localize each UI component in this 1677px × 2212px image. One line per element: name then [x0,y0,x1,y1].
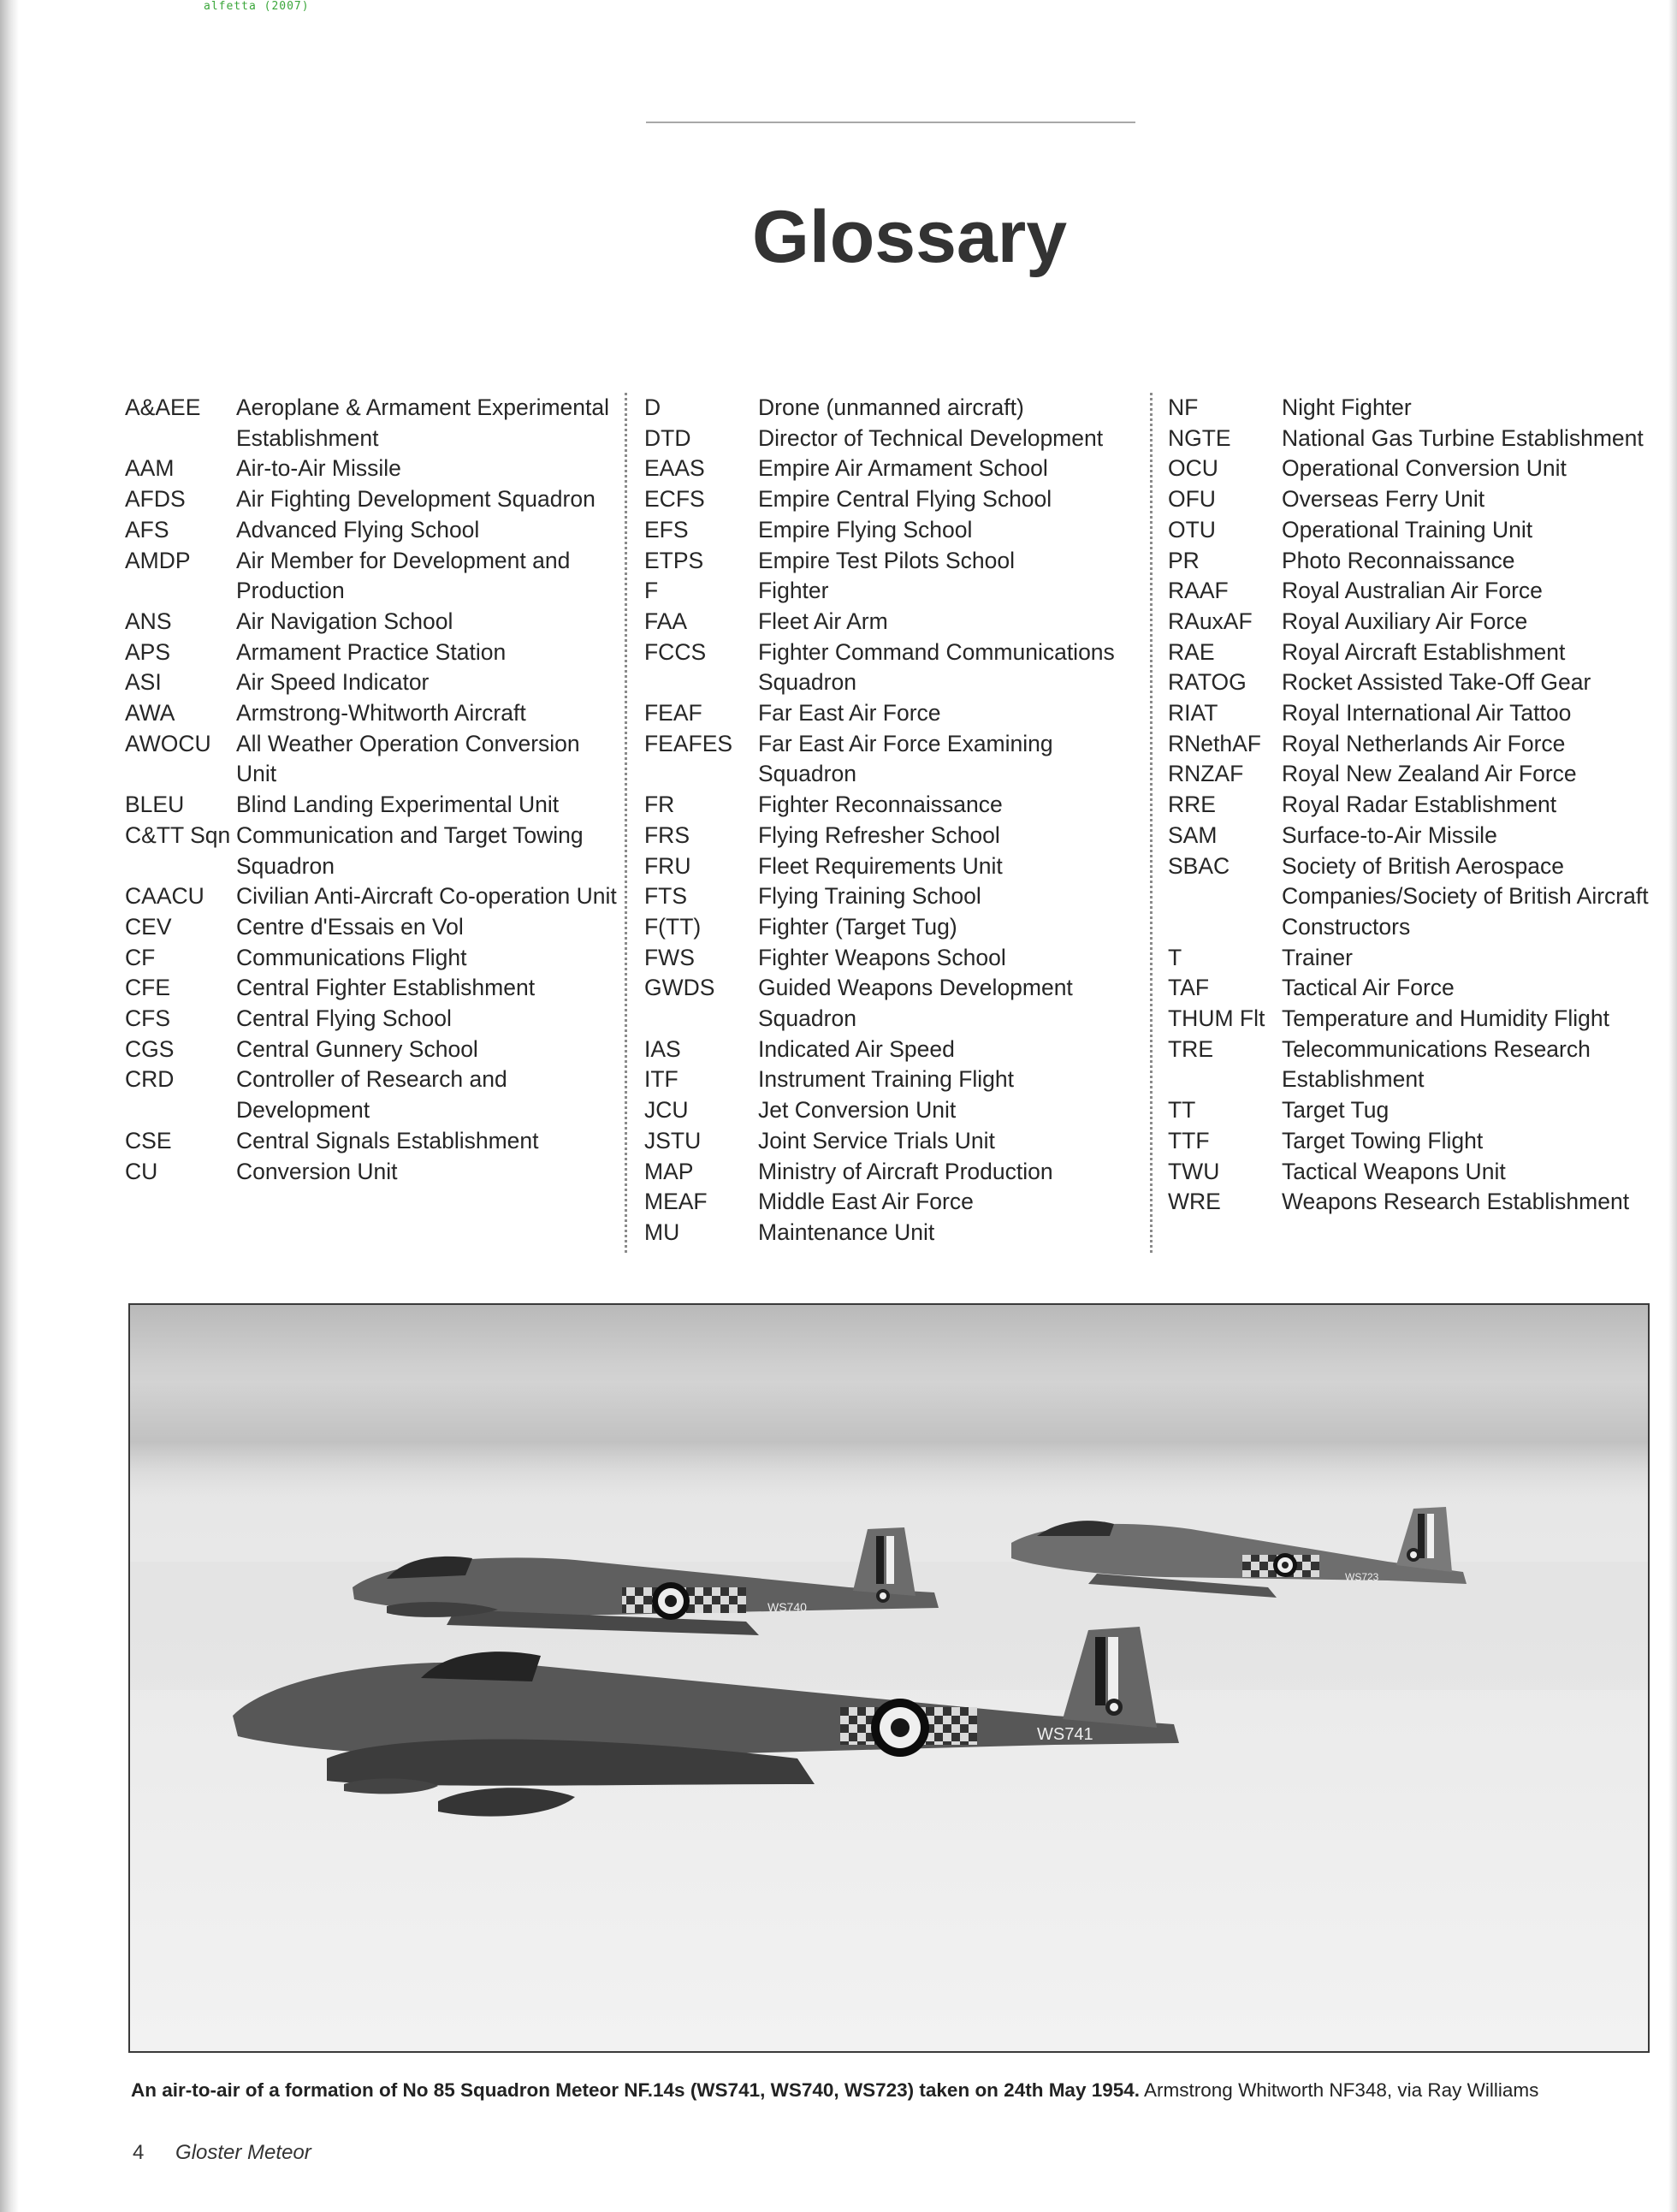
glossary-definition: Surface-to-Air Missile [1282,821,1497,848]
glossary-definition: Fleet Air Arm [758,608,888,634]
glossary-column-1 [125,393,627,1253]
glossary-entry [644,1126,1150,1157]
glossary-abbreviation: RAAF [1168,578,1229,604]
glossary-definition: Far East Air Force [758,700,941,726]
caption-text: An air-to-air of a formation of No 85 Squadron Meteor NF.14s (WS741, WS740, WS723) taken on 24th May 1954. [131,2079,1141,2101]
glossary-abbreviation: ASI [125,669,162,696]
glossary-definition: Jet Conversion Unit [758,1097,957,1124]
glossary-abbreviation: OFU [1168,486,1216,513]
glossary-abbreviation: TWU [1168,1158,1220,1184]
glossary-definition: Aeroplane & Armament Experimental Establishment [236,394,609,451]
glossary-entry [1168,576,1664,607]
glossary-entry [125,1004,625,1035]
glossary-entry [125,393,625,454]
glossary-abbreviation: CGS [125,1035,175,1062]
serial-ws723: WS723 [1345,1571,1379,1583]
glossary-entry [1168,698,1664,729]
glossary-abbreviation: CAACU [125,883,204,910]
glossary-abbreviation: AWOCU [125,730,211,756]
glossary-abbreviation: C&TT Sqn [125,821,231,848]
glossary-entry [1168,454,1664,484]
glossary-abbreviation: RAE [1168,638,1215,665]
glossary-abbreviation: JCU [644,1097,689,1124]
glossary-abbreviation: CU [125,1158,158,1184]
glossary-entry [644,729,1150,790]
glossary-definition: Tactical Air Force [1282,975,1455,1001]
glossary-entry [1168,1187,1664,1218]
glossary-abbreviation: MEAF [644,1189,708,1215]
glossary-entry [1168,973,1664,1004]
glossary-abbreviation: APS [125,638,171,665]
glossary-definition: Tactical Weapons Unit [1282,1158,1506,1184]
glossary-abbreviation: FEAF [644,700,702,726]
glossary-entry [1168,1095,1664,1126]
glossary-abbreviation: DTD [644,424,691,451]
glossary-definition: Civilian Anti-Aircraft Co-operation Unit [236,883,617,910]
glossary-entry [1168,851,1664,943]
glossary-definition: Central Signals Establishment [236,1127,539,1153]
glossary-entry [644,607,1150,638]
glossary-entry [1168,607,1664,638]
glossary-entry [125,790,625,821]
glossary-abbreviation: RNZAF [1168,761,1244,787]
glossary-entry [1168,424,1664,454]
glossary-definition: Royal Aircraft Establishment [1282,638,1566,665]
glossary-definition: Fighter (Target Tug) [758,913,957,940]
glossary-abbreviation: RIAT [1168,700,1218,726]
caption-credit: Armstrong Whitworth NF348, via Ray Williams [1144,2079,1539,2101]
glossary-definition: Trainer [1282,944,1353,970]
glossary-entry [644,851,1150,882]
glossary-entry [125,881,625,912]
glossary-entry [644,484,1150,515]
glossary-abbreviation: MAP [644,1158,694,1184]
glossary-entry [644,1064,1150,1095]
glossary-definition: Royal New Zealand Air Force [1282,761,1577,787]
glossary-entry [1168,1157,1664,1188]
glossary-definition: Blind Landing Experimental Unit [236,792,560,818]
glossary-abbreviation: EAAS [644,455,705,482]
glossary-definition: Fighter Command Communications Squadron [758,638,1115,696]
glossary-abbreviation: ETPS [644,547,704,573]
glossary-definition: Operational Conversion Unit [1282,455,1567,482]
glossary-definition: Central Flying School [236,1005,452,1032]
glossary-definition: Empire Test Pilots School [758,547,1015,573]
glossary-entry [125,546,625,607]
glossary-entry [1168,667,1664,698]
photo-caption [131,2079,1654,2102]
glossary-definition: Rocket Assisted Take-Off Gear [1282,669,1591,696]
glossary-entry [125,1157,625,1188]
glossary-entry [1168,1004,1664,1035]
watermark: alfetta (2007) [204,0,310,13]
glossary-definition: Air Member for Development and Production [236,547,571,604]
glossary-definition: Armament Practice Station [236,638,507,665]
glossary-definition: Far East Air Force Examining Squadron [758,730,1053,787]
glossary-entry [125,638,625,668]
glossary-abbreviation: THUM Flt [1168,1005,1265,1032]
glossary-entry [1168,943,1664,974]
glossary-abbreviation: RATOG [1168,669,1247,696]
glossary-entry [644,454,1150,484]
book-title: Gloster Meteor [175,2141,311,2164]
glossary-definition: Royal International Air Tattoo [1282,700,1572,726]
glossary-abbreviation: TT [1168,1097,1196,1124]
glossary-entry [125,1064,625,1125]
page-number: 4 [133,2141,145,2164]
glossary-definition: Empire Flying School [758,516,973,543]
glossary-entry [1168,638,1664,668]
glossary-definition: Society of British Aerospace Companies/Society of British Aircraft Constructors [1282,852,1649,940]
glossary-abbreviation: AFDS [125,486,186,513]
glossary-abbreviation: FRU [644,852,691,879]
glossary-entry [1168,729,1664,760]
glossary-abbreviation: TAF [1168,975,1210,1001]
glossary-definition: Indicated Air Speed [758,1035,955,1062]
glossary-definition: Empire Central Flying School [758,486,1052,513]
glossary-definition: Guided Weapons Development Squadron [758,975,1073,1032]
page-title: Glossary [751,196,1068,278]
glossary-abbreviation: T [1168,944,1182,970]
glossary-entry [125,1126,625,1157]
glossary-column-2 [644,393,1153,1253]
glossary-abbreviation: TRE [1168,1035,1213,1062]
glossary-abbreviation: SBAC [1168,852,1230,879]
glossary-abbreviation: FRS [644,821,690,848]
glossary-abbreviation: OTU [1168,516,1216,543]
glossary-entry [125,607,625,638]
glossary-definition: Target Tug [1282,1097,1390,1124]
glossary-entry [1168,484,1664,515]
glossary-entry [644,943,1150,974]
glossary-definition: Empire Air Armament School [758,455,1048,482]
glossary-entry [125,484,625,515]
glossary-definition: Night Fighter [1282,394,1412,420]
glossary-abbreviation: FTS [644,883,688,910]
glossary-abbreviation: FEAFES [644,730,733,756]
glossary-definition: All Weather Operation Conversion Unit [236,730,580,787]
glossary-abbreviation: CFS [125,1005,170,1032]
glossary-definition: Fighter [758,578,829,604]
glossary-definition: Director of Technical Development [758,424,1104,451]
glossary-definition: Maintenance Unit [758,1219,935,1245]
glossary-definition: Middle East Air Force [758,1189,974,1215]
glossary-abbreviation: AFS [125,516,169,543]
glossary-definition: Ministry of Aircraft Production [758,1158,1053,1184]
glossary-entry [644,1095,1150,1126]
glossary-entry [644,790,1150,821]
glossary-definition: Royal Australian Air Force [1282,578,1543,604]
glossary-abbreviation: ANS [125,608,172,634]
glossary-abbreviation: D [644,394,661,420]
glossary-abbreviation: FWS [644,944,695,970]
glossary-entry [644,1157,1150,1188]
glossary-entry [125,821,625,881]
glossary-definition: Air Speed Indicator [236,669,430,696]
glossary-definition: Operational Training Unit [1282,516,1533,543]
glossary-abbreviation: EFS [644,516,689,543]
glossary-entry [644,1187,1150,1218]
glossary-entry [644,973,1150,1034]
glossary-abbreviation: JSTU [644,1127,702,1153]
glossary-abbreviation: MU [644,1219,680,1245]
glossary [0,393,1677,1257]
glossary-entry [644,546,1150,577]
glossary-definition: National Gas Turbine Establishment [1282,424,1644,451]
glossary-definition: Flying Training School [758,883,981,910]
glossary-entry [125,698,625,729]
glossary-entry [125,515,625,546]
glossary-abbreviation: AWA [125,700,175,726]
glossary-column-3 [1168,393,1664,1253]
aircraft-photo [128,1303,1650,2053]
glossary-abbreviation: RRE [1168,792,1216,818]
glossary-abbreviation: PR [1168,547,1200,573]
glossary-abbreviation: CEV [125,913,172,940]
glossary-entry [644,393,1150,424]
glossary-definition: Air-to-Air Missile [236,455,401,482]
glossary-abbreviation: NF [1168,394,1199,420]
glossary-abbreviation: FR [644,792,675,818]
glossary-abbreviation: TTF [1168,1127,1210,1153]
glossary-definition: Joint Service Trials Unit [758,1127,995,1153]
glossary-definition: Temperature and Humidity Flight [1282,1005,1609,1032]
glossary-abbreviation: BLEU [125,792,185,818]
glossary-abbreviation: FCCS [644,638,707,665]
glossary-entry [1168,393,1664,424]
glossary-entry [644,1035,1150,1065]
glossary-definition: Centre d'Essais en Vol [236,913,464,940]
glossary-abbreviation: IAS [644,1035,681,1062]
glossary-entry [644,576,1150,607]
glossary-abbreviation: CSE [125,1127,172,1153]
glossary-definition: Drone (unmanned aircraft) [758,394,1024,420]
glossary-definition: Fleet Requirements Unit [758,852,1003,879]
header-rule [646,122,1135,123]
glossary-definition: Communications Flight [236,944,467,970]
glossary-definition: Royal Radar Establishment [1282,792,1557,818]
glossary-definition: Air Fighting Development Squadron [236,486,596,513]
glossary-abbreviation: GWDS [644,975,715,1001]
glossary-entry [1168,759,1664,790]
glossary-entry [125,912,625,943]
glossary-definition: Air Navigation School [236,608,453,634]
glossary-entry [125,973,625,1004]
glossary-definition: Central Gunnery School [236,1035,478,1062]
glossary-abbreviation: CFE [125,975,170,1001]
glossary-abbreviation: SAM [1168,821,1218,848]
glossary-definition: Armstrong-Whitworth Aircraft [236,700,526,726]
glossary-entry [125,454,625,484]
glossary-entry [644,821,1150,851]
glossary-abbreviation: WRE [1168,1189,1221,1215]
glossary-abbreviation: NGTE [1168,424,1231,451]
glossary-definition: Communication and Target Towing Squadron [236,821,584,879]
glossary-entry [125,943,625,974]
page-footer [133,2141,311,2165]
glossary-entry [1168,515,1664,546]
glossary-entry [644,638,1150,698]
glossary-entry [1168,546,1664,577]
glossary-abbreviation: ECFS [644,486,705,513]
glossary-definition: Conversion Unit [236,1158,398,1184]
serial-ws741: WS741 [1037,1725,1093,1744]
glossary-abbreviation: RAuxAF [1168,608,1253,634]
glossary-definition: Target Towing Flight [1282,1127,1484,1153]
glossary-entry [644,515,1150,546]
glossary-entry [125,1035,625,1065]
glossary-abbreviation: AMDP [125,547,191,573]
glossary-entry [1168,821,1664,851]
glossary-entry [1168,790,1664,821]
glossary-definition: Instrument Training Flight [758,1066,1014,1093]
glossary-definition: Overseas Ferry Unit [1282,486,1485,513]
glossary-definition: Fighter Weapons School [758,944,1006,970]
glossary-definition: Telecommunications Research Establishment [1282,1035,1591,1093]
glossary-definition: Royal Auxiliary Air Force [1282,608,1528,634]
glossary-definition: Flying Refresher School [758,821,1000,848]
glossary-abbreviation: OCU [1168,455,1218,482]
glossary-entry [1168,1126,1664,1157]
glossary-abbreviation: AAM [125,455,175,482]
serial-ws740: WS740 [767,1600,807,1614]
glossary-entry [1168,1035,1664,1095]
glossary-abbreviation: ITF [644,1066,679,1093]
glossary-definition: Fighter Reconnaissance [758,792,1003,818]
glossary-definition: Advanced Flying School [236,516,480,543]
glossary-entry [644,424,1150,454]
glossary-definition: Photo Reconnaissance [1282,547,1515,573]
glossary-entry [125,667,625,698]
glossary-abbreviation: CF [125,944,156,970]
glossary-definition: Controller of Research and Development [236,1066,507,1124]
glossary-abbreviation: F(TT) [644,913,702,940]
glossary-entry [644,912,1150,943]
glossary-entry [644,881,1150,912]
glossary-entry [125,729,625,790]
glossary-abbreviation: A&AEE [125,394,201,420]
glossary-entry [644,1218,1150,1248]
glossary-definition: Central Fighter Establishment [236,975,536,1001]
glossary-definition: Royal Netherlands Air Force [1282,730,1566,756]
glossary-entry [644,698,1150,729]
glossary-abbreviation: F [644,578,659,604]
glossary-definition: Weapons Research Establishment [1282,1189,1630,1215]
glossary-abbreviation: CRD [125,1066,175,1093]
glossary-abbreviation: FAA [644,608,688,634]
glossary-abbreviation: RNethAF [1168,730,1261,756]
